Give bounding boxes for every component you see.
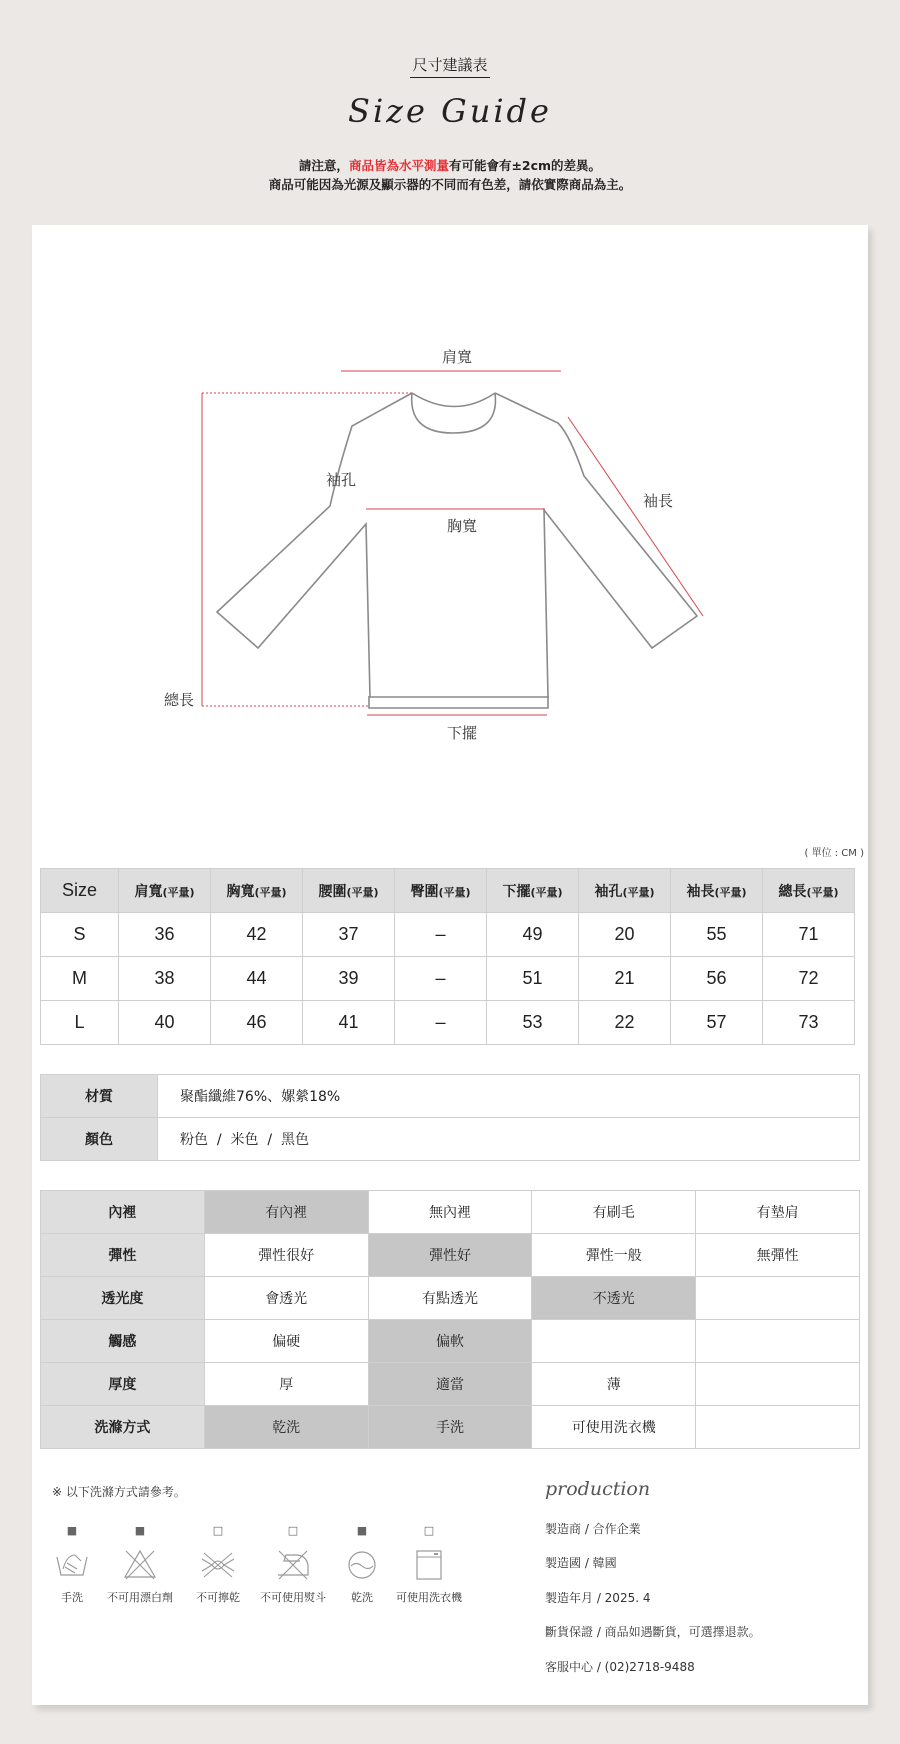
- size-value: 22: [579, 1001, 671, 1045]
- header-name: 袖長: [686, 883, 715, 900]
- label-length: 總長: [164, 691, 195, 709]
- fabric-row: [41, 1320, 860, 1363]
- fabric-property-label: 內裡: [41, 1191, 205, 1234]
- size-value: 57: [671, 1001, 763, 1045]
- header-note: (平量): [162, 885, 195, 899]
- size-label: M: [41, 957, 119, 1001]
- washing-machine-icon: [410, 1547, 448, 1583]
- header-hem: [487, 869, 579, 913]
- fabric-option: 薄: [532, 1363, 696, 1406]
- fabric-option: [696, 1320, 860, 1363]
- care-label: 不可使用熨斗: [260, 1591, 326, 1604]
- header-name: 下擺: [502, 883, 531, 900]
- header-note: (平量): [622, 885, 655, 899]
- sweater-diagram: [0, 0, 900, 780]
- size-table-header: [41, 869, 855, 913]
- unchecked-box-icon: □: [212, 1524, 224, 1537]
- dry-clean-icon: [343, 1547, 381, 1583]
- care-label: 不可用漂白劑: [107, 1591, 173, 1604]
- fabric-property-label: 觸感: [41, 1320, 205, 1363]
- fabric-property-label: 厚度: [41, 1363, 205, 1406]
- size-value: 53: [487, 1001, 579, 1045]
- care-item: [178, 1525, 258, 1605]
- no-iron-icon: [274, 1547, 312, 1583]
- fabric-option: 彈性好: [368, 1234, 532, 1277]
- checked-box-icon: ■: [66, 1524, 78, 1537]
- label-sleeve: 袖長: [643, 492, 674, 510]
- fabric-option: 有點透光: [368, 1277, 532, 1320]
- size-value: 41: [303, 1001, 395, 1045]
- header-size: Size: [41, 869, 119, 913]
- header-chest: [211, 869, 303, 913]
- material-table: [40, 1074, 860, 1161]
- fabric-option: 適當: [368, 1363, 532, 1406]
- fabric-row: [41, 1406, 860, 1449]
- sweater-outline: [217, 393, 697, 708]
- fabric-option: 彈性很好: [204, 1234, 368, 1277]
- fabric-option: 厚: [204, 1363, 368, 1406]
- unchecked-box-icon: □: [423, 1524, 435, 1537]
- care-label: 可使用洗衣機: [396, 1591, 462, 1604]
- fabric-option: 有墊肩: [696, 1191, 860, 1234]
- fabric-option: 可使用洗衣機: [532, 1406, 696, 1449]
- material-value: 聚酯纖維76%、嫘縈18%: [158, 1075, 860, 1118]
- header-note: (平量): [714, 885, 747, 899]
- no-bleach-icon: [121, 1547, 159, 1583]
- hand-wash-icon: [53, 1547, 91, 1583]
- care-item: [100, 1525, 180, 1605]
- checked-box-icon: ■: [356, 1524, 368, 1537]
- size-label: L: [41, 1001, 119, 1045]
- fabric-option: 有內裡: [204, 1191, 368, 1234]
- label-hem: 下擺: [447, 724, 478, 742]
- size-value: 49: [487, 913, 579, 957]
- header-sleeve: [671, 869, 763, 913]
- production-line: 客服中心 / (02)2718-9488: [545, 1660, 695, 1674]
- color-value: 粉色 / 米色 / 黑色: [158, 1118, 860, 1161]
- size-value: 73: [763, 1001, 855, 1045]
- fabric-option: 手洗: [368, 1406, 532, 1449]
- fabric-properties-table: [40, 1190, 860, 1449]
- fabric-option: 不透光: [532, 1277, 696, 1320]
- fabric-option: 偏軟: [368, 1320, 532, 1363]
- fabric-property-label: 洗滌方式: [41, 1406, 205, 1449]
- fabric-option: 會透光: [204, 1277, 368, 1320]
- fabric-option: 乾洗: [204, 1406, 368, 1449]
- header-note: (平量): [346, 885, 379, 899]
- care-label: 手洗: [61, 1591, 83, 1604]
- size-value: 46: [211, 1001, 303, 1045]
- header-name: 總長: [778, 883, 807, 900]
- size-row: [41, 957, 855, 1001]
- production-line: 斷貨保證 / 商品如遇斷貨，可選擇退款。: [545, 1625, 761, 1639]
- material-label: 材質: [41, 1075, 158, 1118]
- size-value: 72: [763, 957, 855, 1001]
- fabric-option: 偏硬: [204, 1320, 368, 1363]
- notice-highlight: 商品皆為水平測量: [348, 158, 449, 173]
- fabric-property-label: 彈性: [41, 1234, 205, 1277]
- size-value: 38: [119, 957, 211, 1001]
- header-name: 腰圍: [318, 883, 347, 900]
- size-value: 71: [763, 913, 855, 957]
- fabric-option: 彈性一般: [532, 1234, 696, 1277]
- material-row: [41, 1075, 860, 1118]
- fabric-option: [696, 1406, 860, 1449]
- fabric-row: [41, 1191, 860, 1234]
- size-value: –: [395, 913, 487, 957]
- checked-box-icon: ■: [134, 1524, 146, 1537]
- notice-suffix: 有可能會有±2cm的差異。: [448, 158, 602, 173]
- production-line: 製造年月 / 2025. 4: [545, 1591, 651, 1605]
- production-title: production: [545, 1478, 651, 1500]
- header-armhole: [579, 869, 671, 913]
- label-chest: 胸寬: [447, 517, 478, 535]
- size-value: 55: [671, 913, 763, 957]
- unit-note: ( 單位 : CM ): [804, 848, 864, 859]
- header-note: (平量): [254, 885, 287, 899]
- size-row: [41, 1001, 855, 1045]
- header-note: (平量): [438, 885, 471, 899]
- fabric-option: 無內裡: [368, 1191, 532, 1234]
- fabric-row: [41, 1277, 860, 1320]
- fabric-option: 無彈性: [696, 1234, 860, 1277]
- measurement-lines: [202, 371, 703, 715]
- size-value: 51: [487, 957, 579, 1001]
- size-value: 44: [211, 957, 303, 1001]
- notice-line-2: 商品可能因為光源及顯示器的不同而有色差，請依實際商品為主。: [268, 177, 632, 192]
- color-label: 顏色: [41, 1118, 158, 1161]
- size-table: [40, 868, 855, 1045]
- subtitle-text: 尺寸建議表: [410, 56, 489, 78]
- fabric-option: 有刷毛: [532, 1191, 696, 1234]
- care-item: [389, 1525, 469, 1605]
- care-note: ※ 以下洗滌方式請參考。: [52, 1485, 186, 1499]
- size-value: 56: [671, 957, 763, 1001]
- size-value: –: [395, 957, 487, 1001]
- header-note: (平量): [806, 885, 839, 899]
- header-waist: [303, 869, 395, 913]
- label-shoulder: 肩寬: [442, 348, 473, 366]
- size-label: S: [41, 913, 119, 957]
- header-name: 胸寬: [226, 883, 255, 900]
- fabric-property-label: 透光度: [41, 1277, 205, 1320]
- fabric-option: [532, 1320, 696, 1363]
- header-shoulder: [119, 869, 211, 913]
- care-label: 不可擰乾: [196, 1591, 240, 1604]
- header-name: 肩寬: [134, 883, 163, 900]
- size-value: 20: [579, 913, 671, 957]
- no-wring-icon: [199, 1547, 237, 1583]
- header-note: (平量): [530, 885, 563, 899]
- page-title: Size Guide: [348, 92, 552, 130]
- color-row: [41, 1118, 860, 1161]
- label-armhole: 袖孔: [326, 471, 357, 489]
- header-hip: [395, 869, 487, 913]
- header-name: 袖孔: [594, 883, 623, 900]
- size-row: [41, 913, 855, 957]
- size-value: 39: [303, 957, 395, 1001]
- fabric-row: [41, 1363, 860, 1406]
- production-line: 製造商 / 合作企業: [545, 1522, 641, 1536]
- size-value: 36: [119, 913, 211, 957]
- size-value: 42: [211, 913, 303, 957]
- fabric-option: [696, 1277, 860, 1320]
- size-value: 21: [579, 957, 671, 1001]
- unchecked-box-icon: □: [287, 1524, 299, 1537]
- production-line: 製造國 / 韓國: [545, 1556, 617, 1570]
- size-value: 40: [119, 1001, 211, 1045]
- size-value: 37: [303, 913, 395, 957]
- care-item: [253, 1525, 333, 1605]
- fabric-option: [696, 1363, 860, 1406]
- header-name: 臀圍: [410, 883, 439, 900]
- care-label: 乾洗: [351, 1591, 373, 1604]
- header-length: [763, 869, 855, 913]
- notice-prefix: 請注意，: [298, 158, 349, 173]
- size-value: –: [395, 1001, 487, 1045]
- fabric-row: [41, 1234, 860, 1277]
